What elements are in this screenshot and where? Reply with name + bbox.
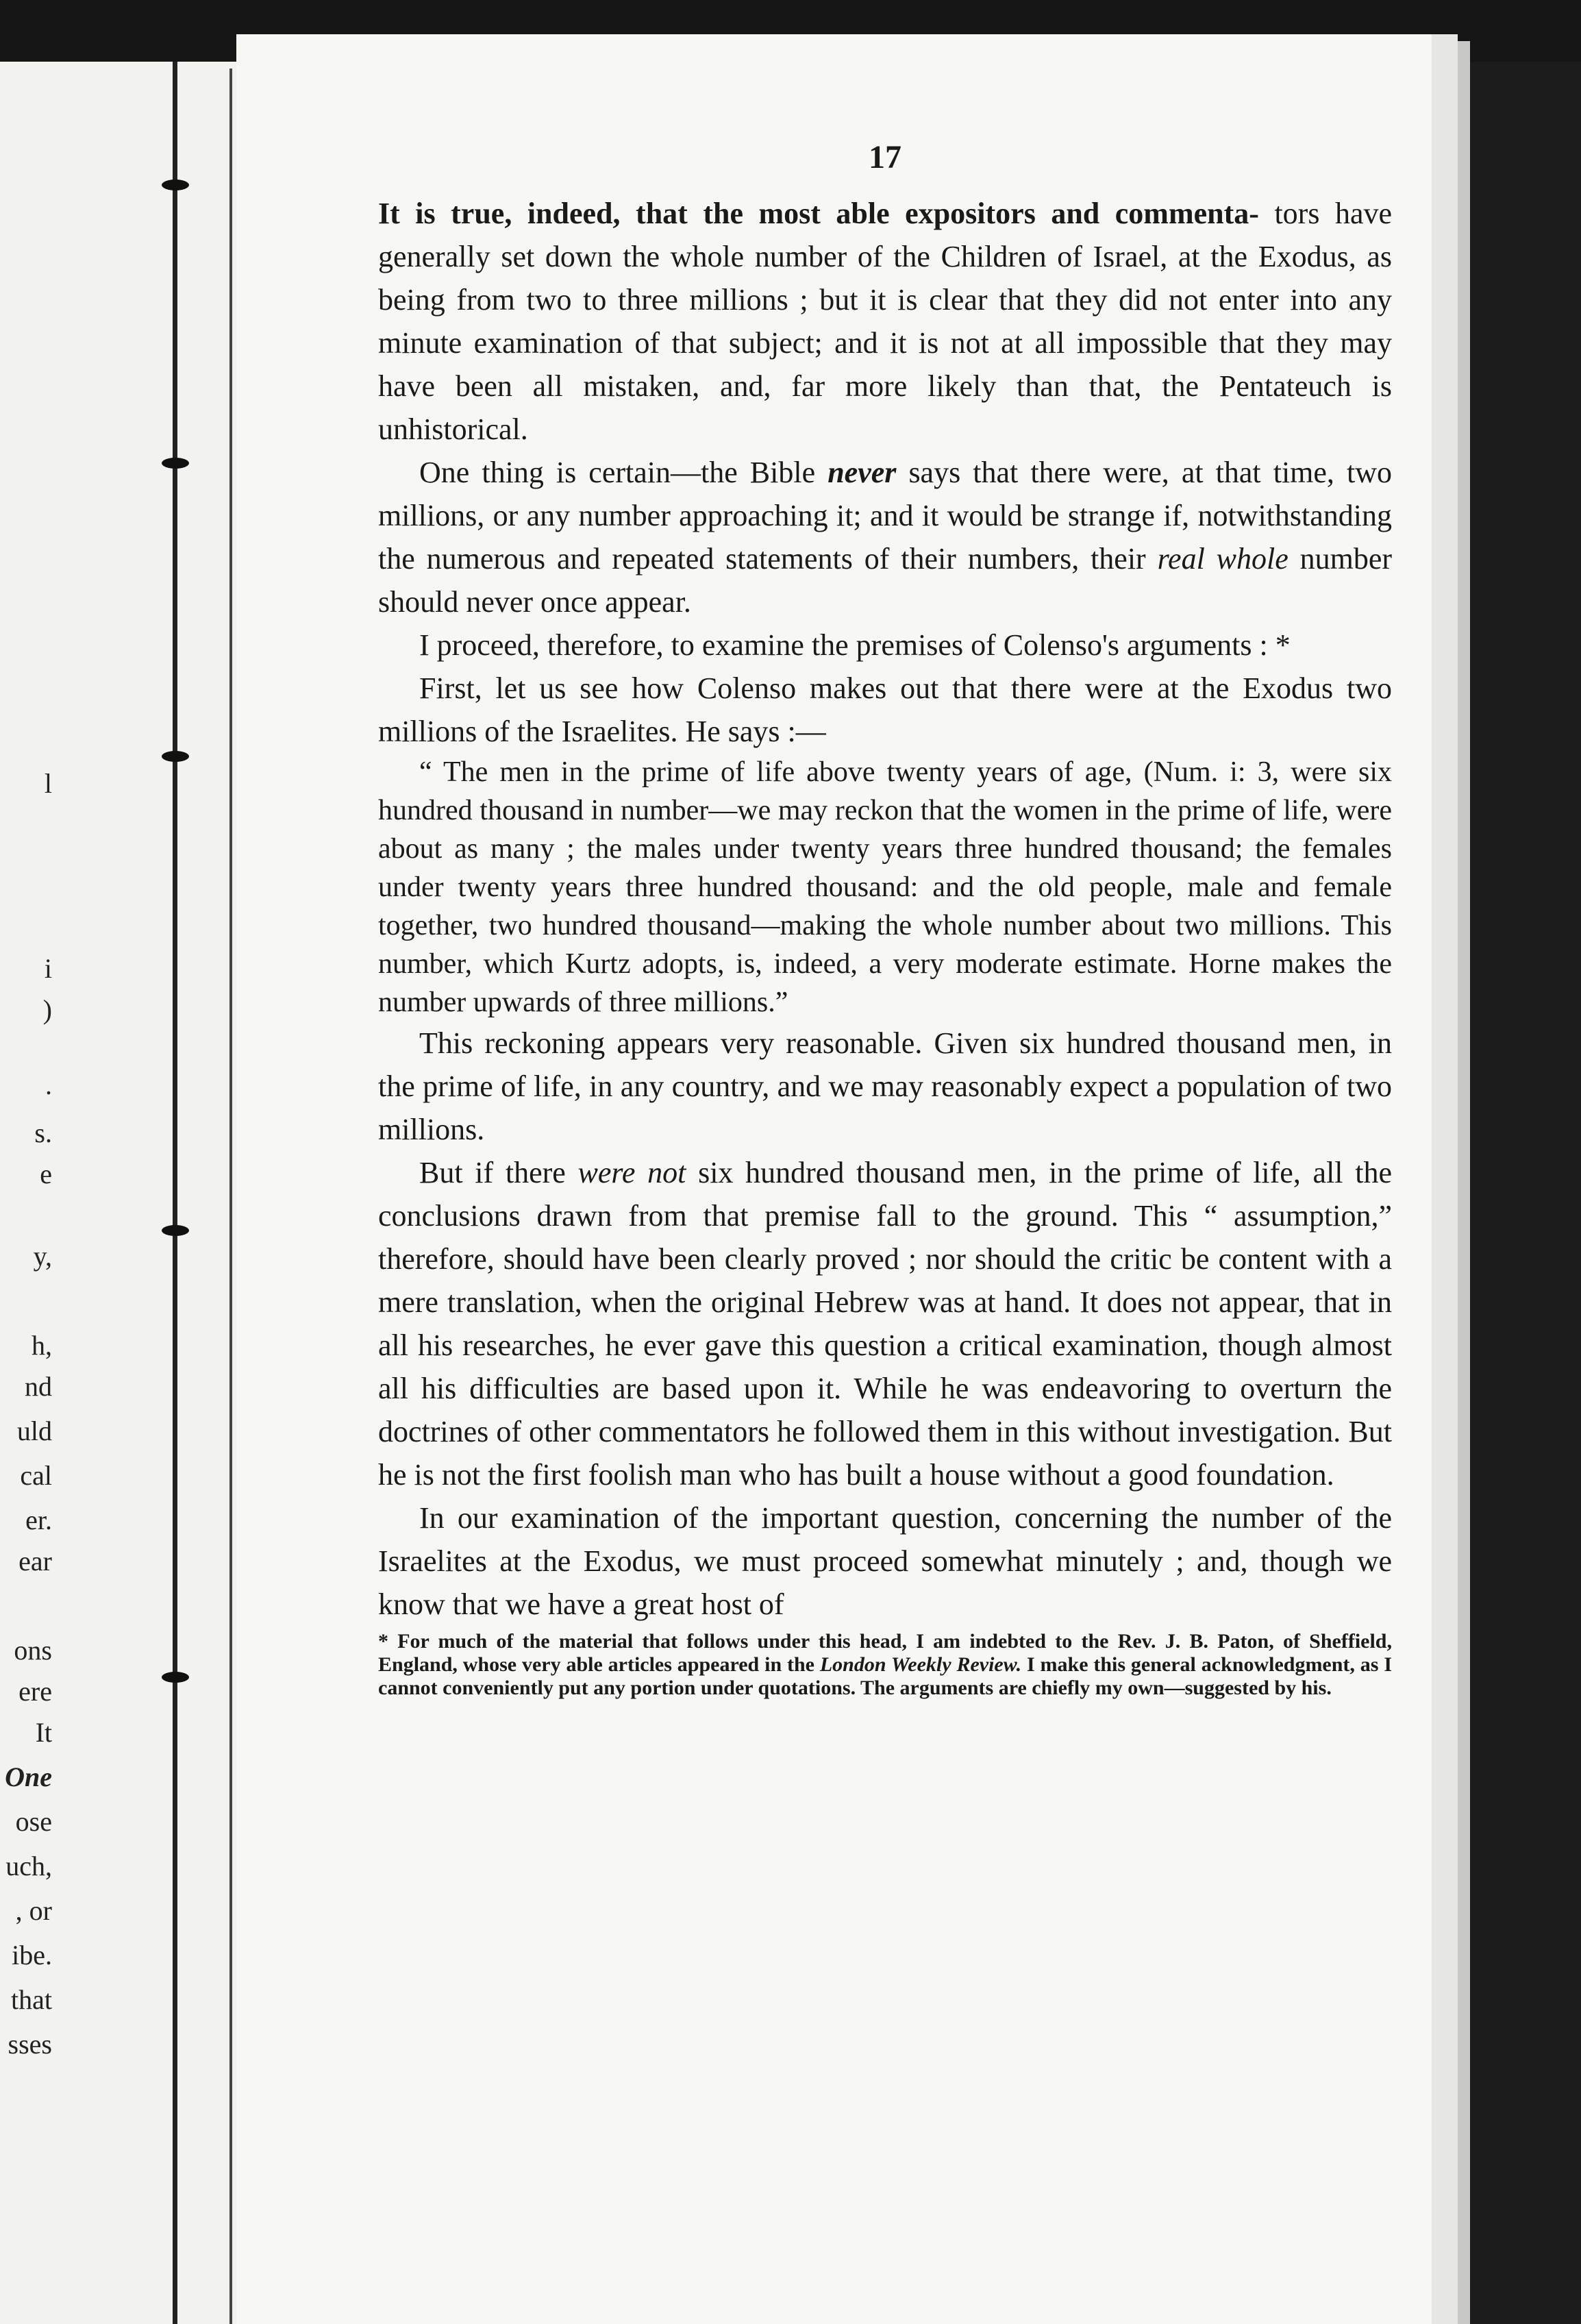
footnote-part-a: * For much of the material that follows under this head, I am indebted to the Rev. J. B. Paton, of Sheffield, England, whose very able articles appeared in the	[378, 1630, 1392, 1676]
left-fragment: One	[5, 1761, 52, 1792]
block-quote: “ The men in the prime of life above twenty years of age, (Num. i: 3, were six hundred thousand in number—we may reckon that the women in the prime of life, were about as many ; the males under twenty years three hundred thousand; the females under twenty years three hundred thousand: and the old people, male and female together, two hundred thousand—making the whole number about two millions. This number, which Kurtz adopts, is, indeed, a very moderate estimate. Horne makes the number upwards of three millions.”	[378, 756, 1392, 1018]
left-fragment: er.	[25, 1505, 52, 1535]
paragraph-2-emphasis: never	[827, 456, 897, 489]
paragraph-6	[378, 1151, 1392, 1496]
paragraph-2-part-a: One thing is certain—the Bible	[419, 456, 828, 489]
paragraph-2-emphasis-2: real whole	[1157, 542, 1289, 576]
left-fragment: nd	[25, 1371, 52, 1402]
left-fragment: ibe.	[12, 1940, 52, 1970]
left-page	[0, 62, 236, 2324]
paragraph-4: First, let us see how Colenso makes out that there were at the Exodus two millions of the Israelites. He says :—	[378, 671, 1392, 748]
left-fragment: cal	[20, 1460, 52, 1491]
paragraph-2	[378, 451, 1392, 623]
left-fragment: uch,	[5, 1851, 52, 1881]
left-fragment: ose	[15, 1806, 52, 1837]
binding-stitch	[162, 458, 189, 469]
binding-gutter-line	[173, 62, 177, 2324]
left-fragment: h,	[32, 1330, 52, 1361]
footnote	[378, 1630, 1392, 1700]
paragraph-5: This reckoning appears very reasonable. Given six hundred thousand men, in the prime of life, in any country, and we may reasonably expect a population of two millions.	[378, 1026, 1392, 1146]
footnote-journal-title: London Weekly Review.	[819, 1653, 1022, 1676]
left-fragment: )	[42, 994, 52, 1025]
left-fragment: ere	[18, 1676, 52, 1707]
paragraph-6-part-a: But if there	[419, 1156, 578, 1189]
left-fragment: sses	[8, 2029, 52, 2060]
left-fragment: i	[44, 953, 52, 984]
left-fragment: e	[40, 1159, 52, 1189]
binding-stitch	[162, 751, 189, 762]
paragraph-1	[378, 192, 1392, 451]
left-fragment: l	[44, 768, 52, 799]
left-fragment: s.	[34, 1117, 52, 1148]
paragraph-2-part-b: says that there were, at that time, two millions, or any number approaching it; and it would be strange if, notwithstanding the numerous and repeated statements of their numbers, their	[378, 456, 1392, 576]
left-fragment: ons	[14, 1635, 52, 1666]
page-fold-line	[229, 69, 232, 2324]
left-page-text-fragments	[0, 62, 233, 2324]
paragraph-7: In our examination of the important question, concerning the number of the Israelites at the Exodus, we must proceed somewhat minutely ; and, though we know that we have a great host of	[378, 1501, 1392, 1621]
left-fragment: that	[11, 1984, 52, 2015]
paragraph-1-lead: It is true, indeed, that the most able expositors and commenta-	[378, 197, 1259, 230]
right-page	[236, 34, 1432, 2324]
binding-stitch	[162, 180, 189, 190]
binding-stitch	[162, 1225, 189, 1236]
paragraph-3: I proceed, therefore, to examine the premises of Colenso's arguments : *	[419, 628, 1291, 662]
left-fragment: It	[35, 1717, 52, 1748]
left-fragment: .	[45, 1070, 52, 1100]
page-edge-shadow	[1458, 41, 1470, 2324]
left-fragment: , or	[15, 1895, 52, 1926]
left-fragment: ear	[18, 1546, 52, 1577]
paragraph-6-emphasis: were not	[577, 1156, 686, 1189]
paragraph-6-part-b: six hundred thousand men, in the prime of life, all the conclusions drawn from that premise fall to the ground. This “ assumption,” therefore, should have been clearly proved ; nor should the critic be content with a mere translation, when the original Hebrew was at hand. It does not appear, that in all his researches, he ever gave this question a critical examination, though almost all his difficulties are based upon it. While he was endeavoring to overturn the doctrines of other commentators he followed them in this without investigation. But he is not the first foolish man who has built a house without a good foundation.	[378, 1156, 1392, 1492]
left-fragment: uld	[16, 1416, 52, 1446]
page-edge	[1432, 34, 1458, 2324]
paragraph-2-part-c: number should never once appear.	[378, 542, 1392, 619]
footnote-part-b: I make this general acknowledgment, as I cannot conveniently put any portion under quotations. The arguments are chiefly my own—suggested by his.	[378, 1653, 1392, 1699]
page-text	[378, 137, 1392, 1720]
binding-stitch	[162, 1672, 189, 1683]
page-number: 17	[869, 139, 901, 175]
paragraph-1-rest: tors have generally set down the whole number of the Children of Israel, at the Exodus, as being from two to three millions ; but it is clear that they did not enter into any minute examination of that subject; and it is not at all impossible that they may have been all mistaken, and, far more likely than that, the Pentateuch is unhistorical.	[378, 197, 1393, 446]
left-fragment: y,	[33, 1241, 52, 1272]
